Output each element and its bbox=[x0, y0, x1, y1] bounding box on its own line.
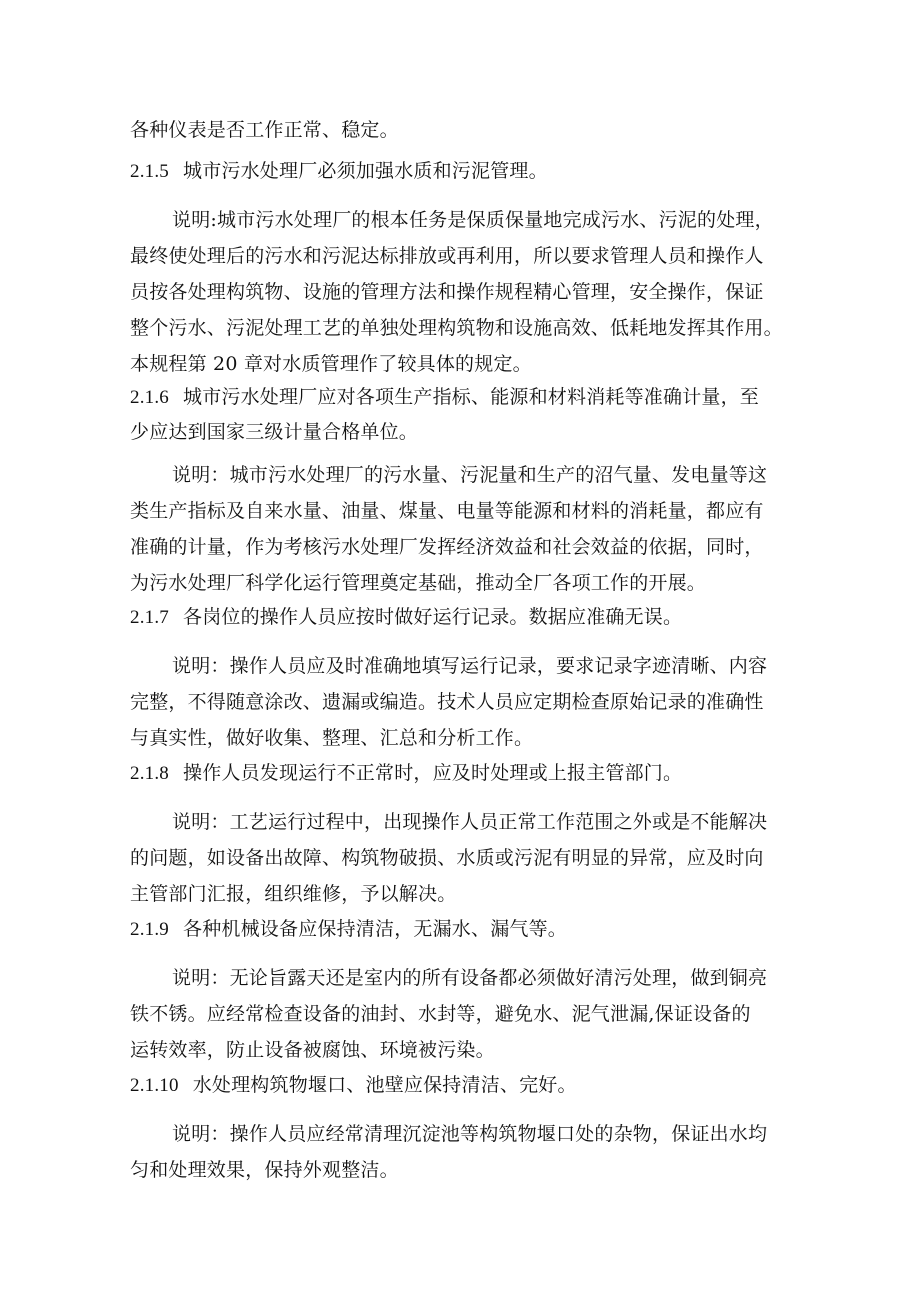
text-line: 完整，不得随意涂改、遗漏或编造。技术人员应定期检查原始记录的准确性 bbox=[130, 691, 764, 713]
clause-text: 水处理构筑物堰口、池壁应保持清洁、完好。 bbox=[192, 1074, 577, 1096]
text-line: 的问题，如设备出故障、构筑物破损、水质或污泥有明显的异常，应及时向 bbox=[130, 847, 764, 869]
clause-heading bbox=[130, 153, 800, 189]
clause-number: 2.1.8 bbox=[130, 763, 169, 784]
explanation-line: 说明：无论旨露天还是室内的所有设备都必须做好清污处理，做到铜亮 bbox=[172, 967, 768, 989]
clause-heading bbox=[130, 911, 800, 947]
explanation-line: 说明:城市污水处理厂的根本任务是保质保量地完成污水、污泥的处理， bbox=[172, 209, 774, 231]
text-line: 与真实性，做好收集、整理、汇总和分析工作。 bbox=[130, 727, 534, 749]
text-line: 主管部门汇报，组织维修，予以解决。 bbox=[130, 883, 457, 905]
clause-number: 2.1.9 bbox=[130, 919, 169, 940]
text-line: 少应达到国家三级计量合格单位。 bbox=[130, 421, 419, 443]
clause-text: 操作人员发现运行不正常时，应及时处理或上报主管部门。 bbox=[183, 762, 683, 784]
text-line: 匀和处理效果，保持外观整洁。 bbox=[130, 1159, 399, 1181]
clause-heading bbox=[130, 755, 800, 791]
text-line: 为污水处理厂科学化运行管理奠定基础，推动全厂各项工作的开展。 bbox=[130, 572, 707, 594]
clause-heading bbox=[130, 379, 800, 415]
text-line: 运转效率，防止设备被腐蚀、环境被污染。 bbox=[130, 1039, 495, 1061]
explanation-line: 说明：工艺运行过程中，出现操作人员正常工作范围之外或是不能解决 bbox=[172, 811, 768, 833]
text-line: 准确的计量，作为考核污水处理厂发挥经济效益和社会效益的依据，同时， bbox=[130, 536, 764, 558]
clause-text: 城市污水处理厂应对各项生产指标、能源和材料消耗等准确计量，至 bbox=[183, 386, 760, 408]
text-line: 各种仪表是否工作正常、稳定。 bbox=[130, 119, 399, 141]
clause-heading bbox=[130, 1067, 800, 1103]
clause-number: 2.1.7 bbox=[130, 607, 169, 628]
text-line: 本规程第 20 章对水质管理作了较具体的规定。 bbox=[130, 353, 532, 375]
text-line: 最终使处理后的污水和污泥达标排放或再利用，所以要求管理人员和操作人 bbox=[130, 245, 764, 267]
clause-number: 2.1.6 bbox=[130, 387, 169, 408]
clause-number: 2.1.5 bbox=[130, 161, 169, 182]
clause-text: 各岗位的操作人员应按时做好运行记录。数据应准确无误。 bbox=[183, 606, 683, 628]
clause-text: 城市污水处理厂必须加强水质和污泥管理。 bbox=[183, 160, 548, 182]
text-line: 员按各处理构筑物、设施的管理方法和操作规程精心管理，安全操作，保证 bbox=[130, 281, 764, 303]
text-line: 整个污水、污泥处理工艺的单独处理构筑物和设施高效、低耗地发挥其作用。 bbox=[130, 317, 783, 339]
explanation-line: 说明：操作人员应经常清理沉淀池等构筑物堰口处的杂物，保证出水均 bbox=[172, 1123, 768, 1145]
clause-number: 2.1.10 bbox=[130, 1075, 179, 1096]
clause-heading bbox=[130, 599, 800, 635]
clause-text: 各种机械设备应保持清洁，无漏水、漏气等。 bbox=[183, 918, 568, 940]
text-line: 类生产指标及自来水量、油量、煤量、电量等能源和材料的消耗量，都应有 bbox=[130, 500, 764, 522]
explanation-line: 说明：操作人员应及时准确地填写运行记录，要求记录字迹清晰、内容 bbox=[172, 655, 768, 677]
text-line: 铁不锈。应经常检查设备的油封、水封等，避免水、泥气泄漏,保证设备的 bbox=[130, 1003, 751, 1025]
explanation-line: 说明：城市污水处理厂的污水量、污泥量和生产的沼气量、发电量等这 bbox=[172, 464, 768, 486]
